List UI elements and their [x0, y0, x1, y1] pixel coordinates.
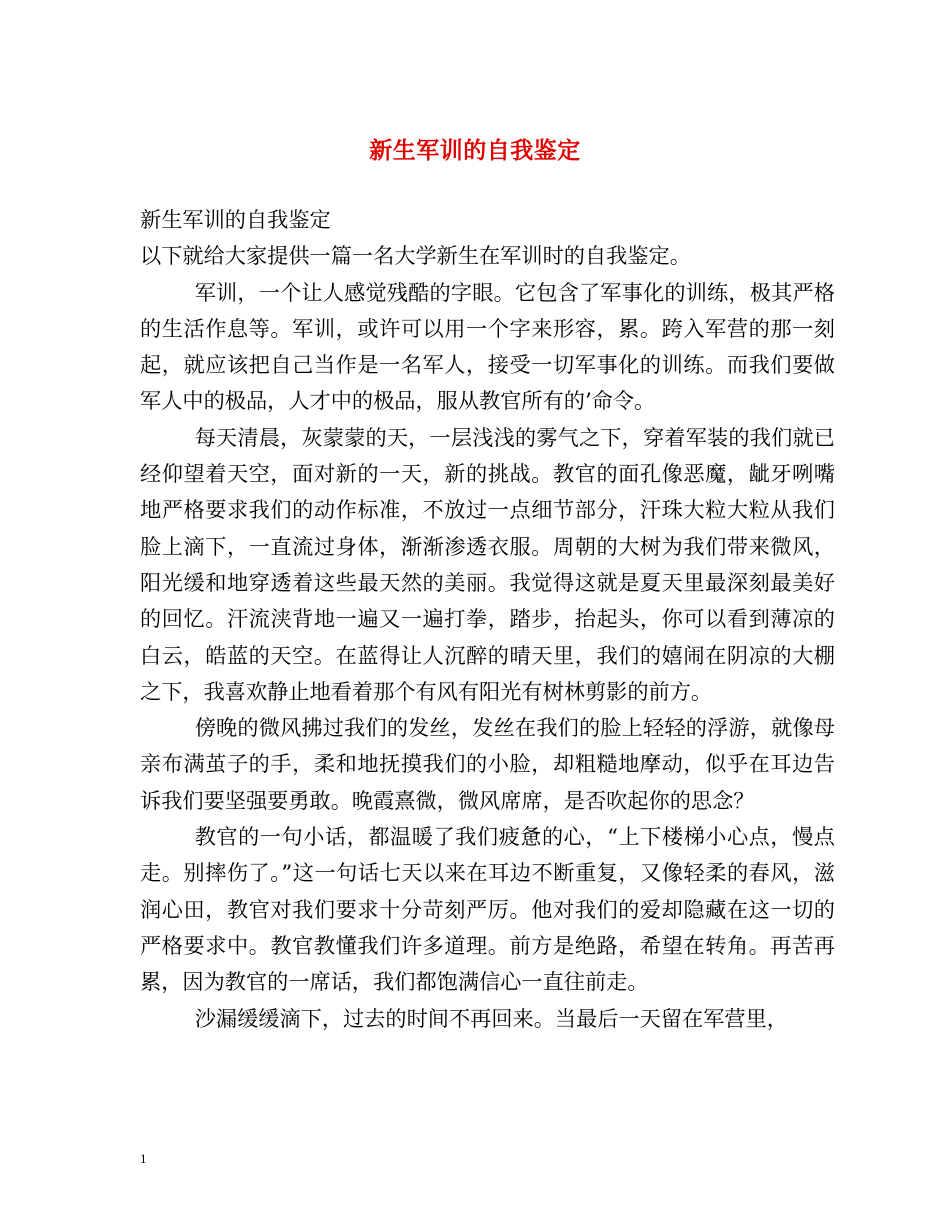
document-title: 新生军训的自我鉴定: [369, 137, 581, 164]
paragraph: 沙漏缓缓滴下，过去的时间不再回来。当最后一天留在军营里，: [194, 1005, 788, 1031]
subtitle-line: 新生军训的自我鉴定: [140, 207, 331, 232]
page-number: 1: [140, 1151, 147, 1166]
paragraph: 军训，一个让人感觉残酷的字眼。它包含了军事化的训练，极其严格的生活作息等。军训，或许可以用一个字来形容，累。跨入军营的那一刻起，就应该把自己当作是一名军人，接受一切军事化的训练。而我们要做军人中的极品，人才中的极品，服从教官所有的’命令。: [140, 279, 835, 414]
paragraph: 教官的一句小话，都温暖了我们疲惫的心，“上下楼梯小心点，慢点走。别摔伤了。”这一句话七天以来在耳边不断重复，又像轻柔的春风，滋润心田，教官对我们要求十分苛刻严厉。他对我们的爱却隐藏在这一切的严格要求中。教官教懂我们许多道理。前方是绝路，希望在转角。再苦再累，因为教官的一席话，我们都饱满信心一直往前走。: [140, 824, 835, 995]
paragraph: 每天清晨，灰蒙蒙的天，一层浅浅的雾气之下，穿着军装的我们就已经仰望着天空，面对新的一天，新的挑战。教官的面孔像恶魔，龇牙咧嘴地严格要求我们的动作标准，不放过一点细节部分，汗珠大粒大粒从我们脸上滴下，一直流过身体，渐渐渗透衣服。周朝的大树为我们带来微风，阳光缓和地穿透着这些最天然的美丽。我觉得这就是夏天里最深刻最美好的回忆。汗流浃背地一遍又一遍打拳，踏步，抬起头，你可以看到薄凉的白云，皓蓝的天空。在蓝得让人沉醉的晴天里，我们的嬉闹在阴凉的大棚之下，我喜欢静止地看着那个有风有阳光有树林剪影的前方。: [140, 424, 835, 704]
intro-line: 以下就给大家提供一篇一名大学新生在军训时的自我鉴定。: [140, 243, 691, 269]
paragraph: 傍晚的微风拂过我们的发丝，发丝在我们的脸上轻轻的浮游，就像母亲布满茧子的手，柔和地抚摸我们的小脸，却粗糙地摩动，似乎在耳边告诉我们要坚强要勇敢。晚霞熹微，微风席席，是否吹起你的思念？: [140, 715, 835, 813]
document-body: [140, 202, 835, 1037]
